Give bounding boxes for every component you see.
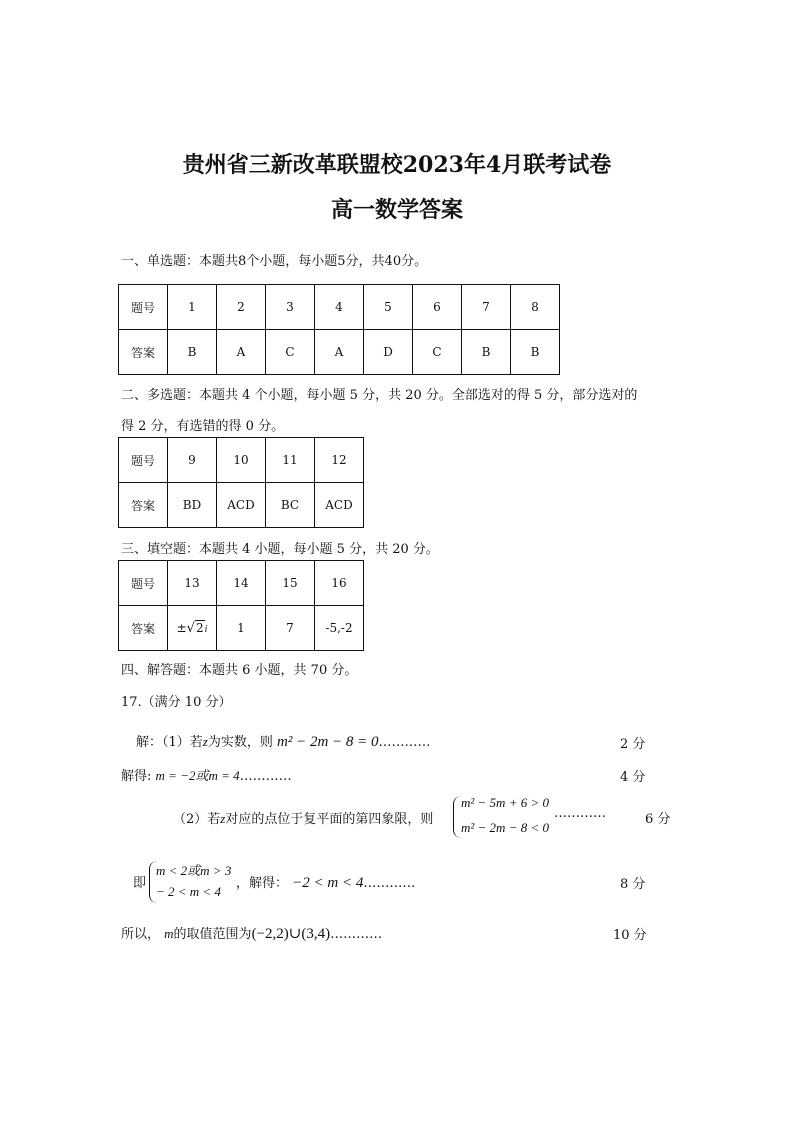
- row-label-number: 题号: [119, 438, 168, 483]
- answer-cell: A: [217, 330, 266, 375]
- table-row: [119, 606, 364, 651]
- section3-table: [118, 560, 364, 651]
- answer-cell: ACD: [315, 483, 364, 528]
- question-number: 15: [266, 561, 315, 606]
- dots: …………: [554, 806, 606, 821]
- score-4: 4 分: [620, 770, 646, 785]
- solution-line-1: 解：（1）若z为实数，则 m² − 2m − 8 = 0…………: [136, 734, 431, 750]
- solution-line-4-prefix: 即: [133, 876, 147, 891]
- answer-cell: -5,-2: [315, 606, 364, 651]
- system-eq-1: m < 2或m > 3: [156, 863, 232, 878]
- answer-cell: D: [364, 330, 413, 375]
- question-number: 4: [315, 285, 364, 330]
- system-eq-1: m² − 5m + 6 > 0: [461, 795, 549, 810]
- question-number: 8: [511, 285, 560, 330]
- question-number: 12: [315, 438, 364, 483]
- answer-cell: 7: [266, 606, 315, 651]
- answer-cell: ±√2i: [168, 606, 217, 651]
- section2-heading-line-1: 二、多选题：本题共 4 个小题，每小题 5 分，共 20 分。全部选对的得 5 分，部分选对的: [121, 388, 638, 403]
- table-row: [119, 483, 364, 528]
- sqrt-radicand: 2: [195, 620, 204, 635]
- table-row: [119, 561, 364, 606]
- dots: …………: [363, 876, 416, 891]
- answer-cell: BD: [168, 483, 217, 528]
- section2-table: [118, 437, 364, 528]
- solution-line-4: ，解得： −2 < m < 4…………: [236, 875, 416, 891]
- title-line-1: 贵州省三新改革联盟校2023年4月联考试卷: [182, 152, 612, 178]
- plus-minus: ±: [176, 620, 187, 635]
- answer-cell: C: [266, 330, 315, 375]
- section2-heading-line-2: 得 2 分，有选错的得 0 分。: [121, 419, 285, 434]
- question-number: 9: [168, 438, 217, 483]
- table-row: [119, 438, 364, 483]
- row-label-answer: 答案: [119, 483, 168, 528]
- solution-line-2: 解得: m = −2或m = 4…………: [121, 768, 292, 784]
- score-6: 6 分: [645, 812, 671, 827]
- section1-heading: 一、单选题：本题共8个小题，每小题5分，共40分。: [121, 254, 428, 269]
- range: (−2,2)∪(3,4): [251, 926, 331, 942]
- row-label-number: 题号: [119, 285, 168, 330]
- question-number: 7: [462, 285, 511, 330]
- answer-cell: ACD: [217, 483, 266, 528]
- imaginary-unit: i: [204, 623, 208, 635]
- title-line-2: 高一数学答案: [330, 197, 463, 223]
- question-number: 10: [217, 438, 266, 483]
- answer-cell: B: [462, 330, 511, 375]
- var-z: z: [202, 734, 208, 749]
- question-number: 14: [217, 561, 266, 606]
- equation: m = −2或m = 4: [155, 768, 240, 783]
- answer-cell: B: [168, 330, 217, 375]
- row-label-number: 题号: [119, 561, 168, 606]
- var-z: z: [220, 811, 226, 826]
- solution-line-3: （2）若z对应的点位于复平面的第四象限，则: [173, 811, 434, 827]
- row-label-answer: 答案: [119, 606, 168, 651]
- equation: −2 < m < 4: [292, 875, 364, 891]
- table-row: [119, 285, 560, 330]
- section4-heading: 四、解答题：本题共 6 小题，共 70 分。: [121, 663, 358, 678]
- dots: …………: [330, 927, 383, 942]
- system-eq-2: − 2 < m < 4: [156, 884, 221, 899]
- answer-cell: C: [413, 330, 462, 375]
- question-number: 13: [168, 561, 217, 606]
- dots: …………: [378, 735, 431, 750]
- question-number: 16: [315, 561, 364, 606]
- question-number: 6: [413, 285, 462, 330]
- question-number: 5: [364, 285, 413, 330]
- score-8: 8 分: [620, 877, 646, 892]
- var-m: m: [164, 926, 174, 941]
- section3-heading: 三、填空题：本题共 4 小题，每小题 5 分，共 20 分。: [121, 542, 439, 557]
- question-number: 11: [266, 438, 315, 483]
- question-number: 3: [266, 285, 315, 330]
- answer-cell: 1: [217, 606, 266, 651]
- score-2: 2 分: [620, 737, 646, 752]
- row-label-answer: 答案: [119, 330, 168, 375]
- question-17-heading: 17.（满分 10 分）: [121, 695, 232, 710]
- question-number: 2: [217, 285, 266, 330]
- solution-line-5: 所以， m的取值范围为(−2,2)∪(3,4)…………: [121, 926, 383, 942]
- question-number: 1: [168, 285, 217, 330]
- system-eq-2: m² − 2m − 8 < 0: [461, 820, 549, 835]
- table-row: [119, 330, 560, 375]
- answer-cell: B: [511, 330, 560, 375]
- section1-table: [118, 284, 560, 375]
- equation: m² − 2m − 8 = 0: [277, 734, 379, 750]
- answer-cell: A: [315, 330, 364, 375]
- dots: …………: [239, 769, 292, 784]
- score-10: 10 分: [613, 928, 647, 943]
- answer-cell: BC: [266, 483, 315, 528]
